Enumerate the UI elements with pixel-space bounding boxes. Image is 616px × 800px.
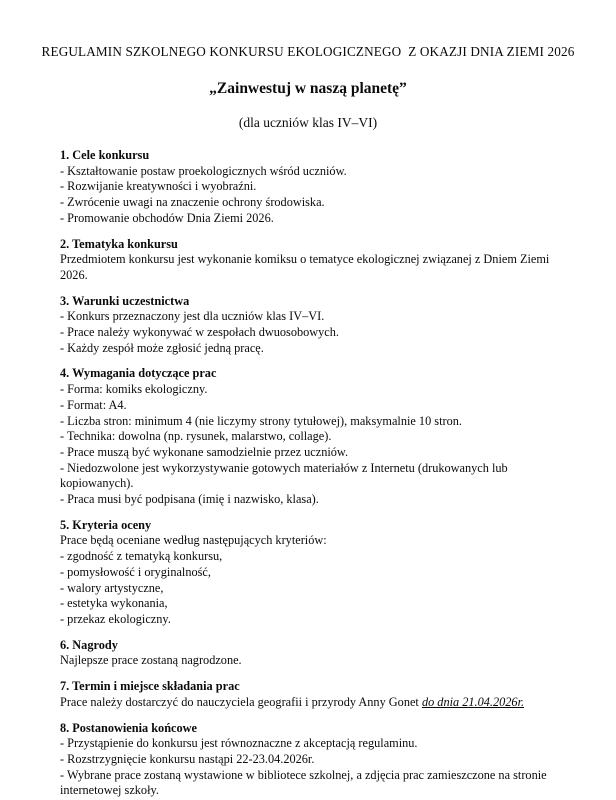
section-line (60, 695, 556, 711)
section-line: - Promowanie obchodów Dnia Ziemi 2026. (60, 210, 274, 225)
section-line: - estetyka wykonania, (60, 596, 168, 611)
section-line: - Niedozwolone jest wykorzystywanie gotowych materiałów z Internetu (drukowanych lub kopiowanych). (60, 460, 508, 491)
section-line: - przekaz ekologiczny. (60, 611, 171, 626)
section (60, 679, 556, 710)
section-line: - Prace należy wykonywać w zespołach dwuosobowych. (60, 325, 339, 340)
section-line: - Zwrócenie uwagi na znaczenie ochrony środowiska. (60, 195, 325, 210)
section-line: - Przystąpienie do konkursu jest równoznaczne z akceptacją regulaminu. (60, 736, 418, 751)
section-line: - zgodność z tematyką konkursu, (60, 549, 223, 564)
section-heading: 2. Tematyka konkursu (60, 236, 178, 251)
section-line: - Praca musi być podpisana (imię i nazwisko, klasa). (60, 492, 319, 507)
section-heading: 6. Nagrody (60, 637, 118, 652)
section-heading: 4. Wymagania dotyczące prac (60, 366, 217, 381)
section-line: - Format: A4. (60, 397, 127, 412)
section-line: - Technika: dowolna (np. rysunek, malarstwo, collage). (60, 429, 332, 444)
section-line: - Liczba stron: minimum 4 (nie liczymy strony tytułowej), maksymalnie 10 stron. (60, 413, 462, 428)
section-heading: 5. Kryteria oceny (60, 517, 152, 532)
sections-container (60, 148, 556, 799)
section-line: - walory artystyczne, (60, 580, 164, 595)
section (60, 721, 556, 800)
section (60, 148, 556, 227)
section-heading: 3. Warunki uczestnictwa (60, 293, 190, 308)
document-subtitle: „Zainwestuj w naszą planetę” (209, 80, 407, 97)
section-line: - Rozwijanie kreatywności i wyobraźni. (60, 179, 257, 194)
deadline-text: do dnia 21.04.2026r. (421, 694, 525, 709)
section-line: - Forma: komiks ekologiczny. (60, 382, 208, 397)
document-audience: (dla uczniów klas IV–VI) (238, 115, 378, 130)
section-line: - Każdy zespół może zgłosić jedną pracę. (60, 340, 264, 355)
section-line: - Konkurs przeznaczony jest dla uczniów klas IV–VI. (60, 309, 325, 324)
section-line: - pomysłowość i oryginalność, (60, 564, 211, 579)
section-heading: 8. Postanowienia końcowe (60, 720, 197, 735)
section-heading: 7. Termin i miejsce składania prac (60, 679, 240, 694)
section-line: - Kształtowanie postaw proekologicznych wśród uczniów. (60, 163, 347, 178)
section-heading: 1. Cele konkursu (60, 148, 150, 162)
section (60, 366, 556, 507)
section-line: Najlepsze prace zostaną nagrodzone. (60, 653, 242, 668)
section (60, 518, 556, 628)
line-text: Prace należy dostarczyć do nauczyciela geografii i przyrody Anny Gonet (60, 694, 422, 709)
section-line: - Wybrane prace zostaną wystawione w bibliotece szkolnej, a zdjęcia prac zamieszczone na stronie internetowej szkoły. (60, 767, 547, 798)
section-line: - Prace muszą być wykonane samodzielnie przez uczniów. (60, 444, 349, 459)
section (60, 638, 556, 669)
document-title: REGULAMIN SZKOLNEGO KONKURSU EKOLOGICZNEGO Z OKAZJI DNIA ZIEMI 2026 (41, 44, 575, 59)
section-line: Przedmiotem konkursu jest wykonanie komiksu o tematyce ekologicznej związanej z Dniem Ziemi 2026. (60, 252, 550, 282)
section-line: Prace będą oceniane według następujących kryteriów: (60, 533, 327, 548)
section (60, 237, 556, 284)
section (60, 294, 556, 357)
section-line: - Rozstrzygnięcie konkursu nastąpi 22-23.04.2026r. (60, 751, 315, 766)
